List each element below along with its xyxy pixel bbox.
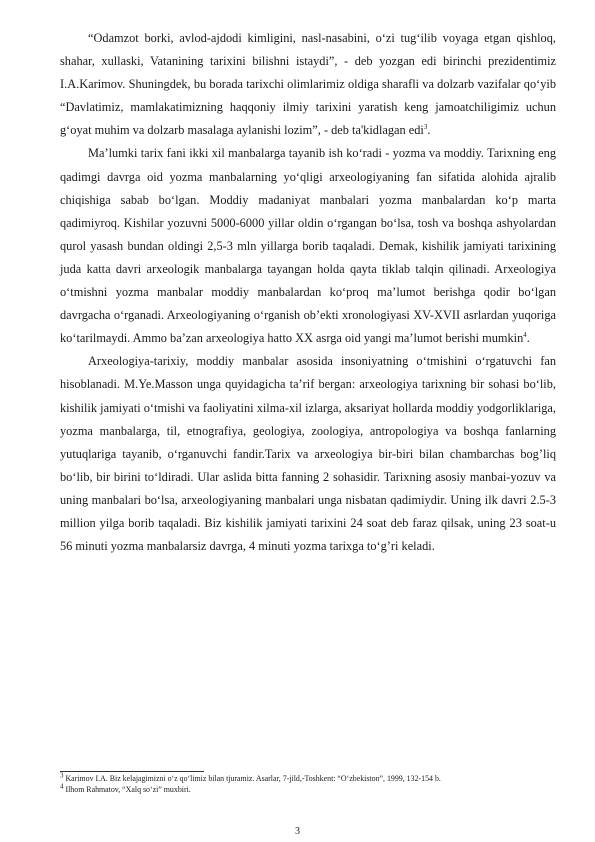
paragraph-3-text: Arxeologiya-tarixiy, moddiy manbalar asosida insoniyatning o‘tmishini o‘rgatuvchi fan hisoblanadi. M.Ye.Masson unga quyidagicha ta’rif bergan: arxeologiya tarixning bir sohasi bo‘lib, kishilik jamiyati o‘tmishi va faoliyatini xilma-xil izlarga, aksariyat hollarda moddiy yodgorliklariga, yozma manbalarga, til, etnografiya, geologiya, zoologiya, antropologiya va boshqa fanlarning yutuqlariga tayanib, o‘rganuvchi fandir.Tarix va arxeologiya bir-biri bilan chambarchas bog’liq bo‘lib, bir birini to‘ldiradi. Ular aslida bitta fanning 2 sohasidir. Tarixning asosiy manbai-yozuv va uning manbalari bo‘lsa, arxeologiyaning manbalari unga nisbatan qadimiydir. Uning ilk davri 2.5-3 million yilga borib taqaladi. Biz kishilik jamiyati tarixini 24 soat deb faraz qilsak, uning 23 soat-u 56 minuti yozma manbalarsiz davrga, 4 minuti yozma tarixga to‘g’ri keladi. (60, 354, 556, 554)
paragraph-2-text: Ma’lumki tarix fani ikki xil manbalarga tayanib ish ko‘radi - yozma va moddiy. Tarixning eng qadimgi davrga oid yozma manbalarning yo‘qligi arxeologiyaning fan sifatida alohida ajralib chiqishiga sabab bo‘lgan. Moddiy madaniyat manbalari yozma manbalardan ko‘p marta qadimiyroq. Kishilar yozuvni 5000-6000 yillar oldin o‘rgangan bo‘lsa, tosh va boshqa ashyolardan qurol yasash bundan oldingi 2,5-3 mln yillarga borib taqaladi. Demak, kishilik jamiyati tarixining juda katta davri arxeologik manbalarga tayangan holda qayta tiklab talqin qilinadi. Arxeologiya o‘tmishni yozma manbalar moddiy manbalardan ko‘proq ma’lumot berishga qodir bo‘lgan davrgacha o‘rganadi. Arxeologiyaning o‘rganish ob’ekti xronologiyasi XV-XVII asrlardan yuqoriga ko‘tarilmaydi. Ammo ba’zan arxeologiya hatto XX asrga oid yangi ma’lumot berishi mumkin (60, 146, 556, 346)
footnote-text: Ilhom Rahmatov, “Xalq so‘zi” muxbiri. (65, 784, 191, 794)
paragraph-2-end: . (526, 331, 530, 346)
page-number: 3 (295, 826, 300, 837)
paragraph-1-text: “Odamzot borki, avlod-ajdodi kimligini, nasl-nasabini, o‘zi tug‘ilib voyaga etgan qishloq, shahar, xullaski, Vatanining tarixini bilishni istaydi”, - deb yozgan edi birinchi prezidentimiz I.A.Karimov. Shuningdek, bu borada tarixchi olimlarimiz oldiga sharafli va dolzarb vazifalar qo‘yib “Davlatimiz, mamlakatimizning haqqoniy ilmiy tarixini yaratish keng jamoatchiligimiz uchun g‘oyat muhim va dolzarb masalaga aylanishi lozim”, - deb ta'kidlagan edi (60, 31, 556, 138)
footnotes (60, 771, 556, 795)
paragraph-1-end: . (427, 123, 431, 138)
paragraph-3 (60, 350, 556, 558)
footnote-ref-3[interactable]: 3 (423, 123, 428, 132)
footnote-number: 3 (60, 771, 64, 780)
footnote-text: Karimov I.A. Biz kelajagimizni o‘z qo‘limiz bilan tjuramiz. Asarlar, 7-jild,-Toshkent: “O‘zbekiston”, 1999, 132-154 b. (65, 774, 441, 783)
footnote-separator (60, 771, 204, 772)
footnote-number: 4 (60, 781, 64, 790)
main-text (60, 27, 556, 558)
footnote-ref-4[interactable]: 4 (523, 331, 527, 340)
paragraph-2 (60, 142, 556, 350)
footnote-4 (60, 781, 556, 796)
footnote-3 (60, 771, 556, 785)
paragraph-1 (60, 27, 556, 142)
